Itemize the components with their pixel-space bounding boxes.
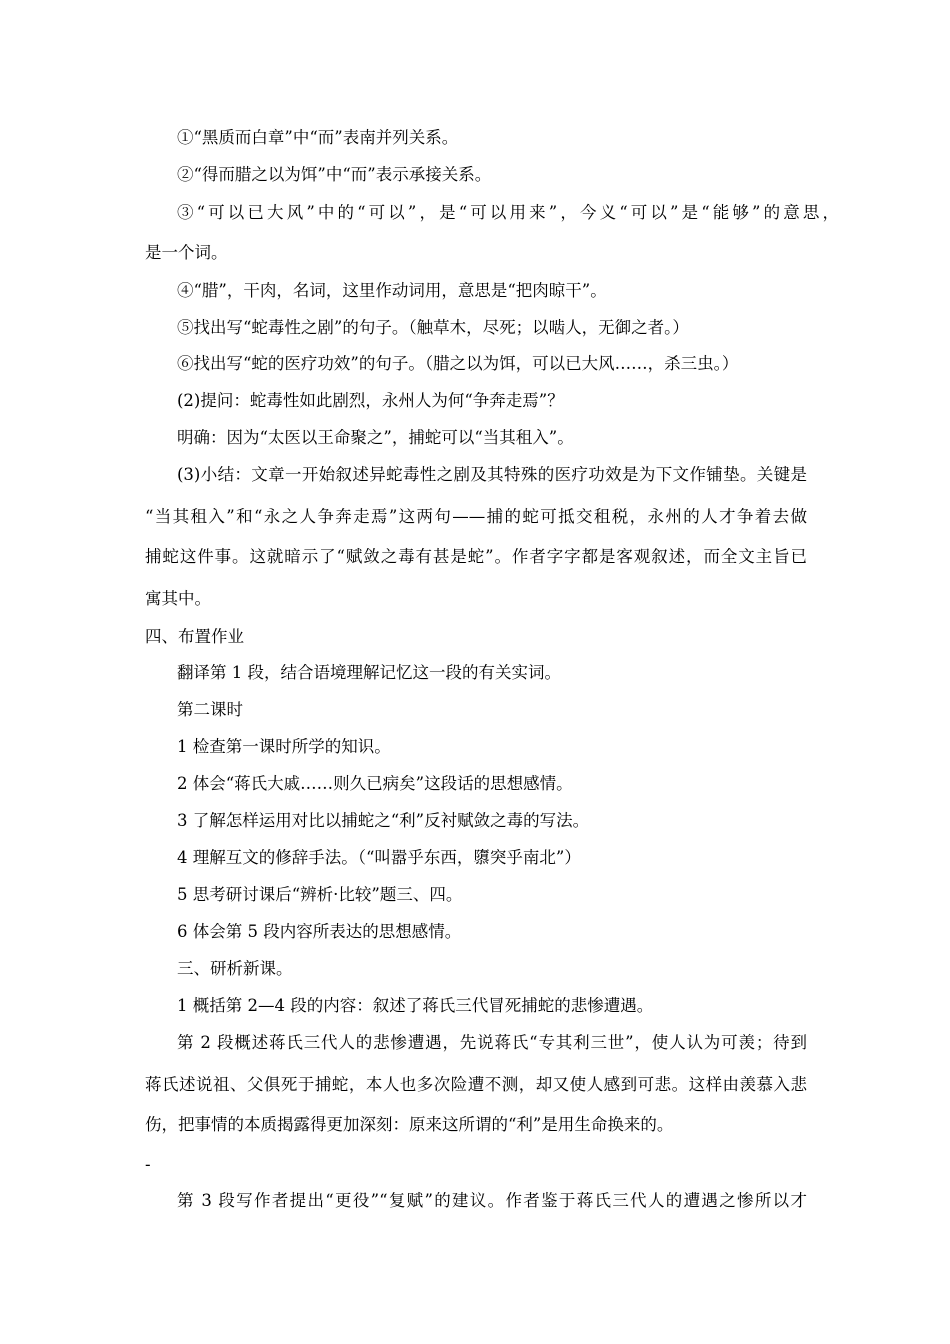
text-line: ⑤找出写“蛇毒性之剧”的句子。（触草木，尽死；以啮人，无御之者。） bbox=[177, 318, 689, 337]
list-item: 6 体会第 5 段内容所表达的思想感情。 bbox=[177, 922, 462, 941]
list-item: 1 检查第一课时所学的知识。 bbox=[177, 737, 391, 756]
text-line: 捕蛇这件事。这就暗示了“赋敛之毒有甚是蛇”。作者字字都是客观叙述，而全文主旨已 bbox=[145, 547, 807, 566]
text-line: 明确：因为“太医以王命聚之”，捕蛇可以“当其租入”。 bbox=[177, 428, 574, 447]
list-item: 3 了解怎样运用对比以捕蛇之“利”反衬赋敛之毒的写法。 bbox=[177, 811, 590, 830]
text-line: 伤，把事情的本质揭露得更加深刻：原来这所谓的“利”是用生命换来的。 bbox=[145, 1115, 674, 1134]
list-item: 5 思考研讨课后“辨析·比较”题三、四。 bbox=[177, 885, 463, 904]
section-heading: 三、研析新课。 bbox=[177, 959, 293, 978]
text-line: “当其租入”和“永之人争奔走焉”这两句——捕的蛇可抵交租税，永州的人才争着去做 bbox=[145, 507, 807, 526]
text-line: 是一个词。 bbox=[145, 243, 228, 262]
text-line: 第 3 段写作者提出“更役”“复赋”的建议。作者鉴于蒋氏三代人的遭遇之惨所以才 bbox=[177, 1191, 807, 1210]
text-line: 第 2 段概述蒋氏三代人的悲惨遭遇，先说蒋氏“专其利三世”，使人认为可羡；待到 bbox=[177, 1033, 807, 1052]
text-line: ②“得而腊之以为饵”中“而”表示承接关系。 bbox=[177, 165, 492, 184]
text-line: ④“腊”，干肉，名词，这里作动词用，意思是“把肉晾干”。 bbox=[177, 281, 607, 300]
text-line: 翻译第 1 段，结合语境理解记忆这一段的有关实词。 bbox=[177, 663, 561, 682]
text-line: (2)提问：蛇毒性如此剧烈，永州人为何“争奔走焉”？ bbox=[177, 391, 564, 410]
list-item: 1 概括第 2—4 段的内容：叙述了蒋氏三代冒死捕蛇的悲惨遭遇。 bbox=[177, 996, 654, 1015]
text-line: ③“可以已大风”中的“可以”，是“可以用来”，今义“可以”是“能够”的意思， bbox=[177, 203, 839, 222]
section-heading: 四、布置作业 bbox=[145, 627, 244, 646]
text-line: ①“黑质而白章”中“而”表南并列关系。 bbox=[177, 128, 459, 147]
dash-mark: - bbox=[145, 1155, 151, 1174]
section-heading: 第二课时 bbox=[177, 700, 243, 719]
text-line: 寓其中。 bbox=[145, 589, 211, 608]
text-line: 蒋氏述说祖、父俱死于捕蛇，本人也多次险遭不测，却又使人感到可悲。这样由羡慕入悲 bbox=[145, 1075, 807, 1094]
list-item: 4 理解互文的修辞手法。（“叫嚣乎东西，隳突乎南北”） bbox=[177, 848, 581, 867]
text-line: (3)小结：文章一开始叙述异蛇毒性之剧及其特殊的医疗功效是为下文作铺垫。关键是 bbox=[177, 465, 807, 484]
list-item: 2 体会“蒋氏大戚……则久已病矣”这段话的思想感情。 bbox=[177, 774, 573, 793]
text-line: ⑥找出写“蛇的医疗功效”的句子。（腊之以为饵，可以已大风……，杀三虫。） bbox=[177, 354, 739, 373]
